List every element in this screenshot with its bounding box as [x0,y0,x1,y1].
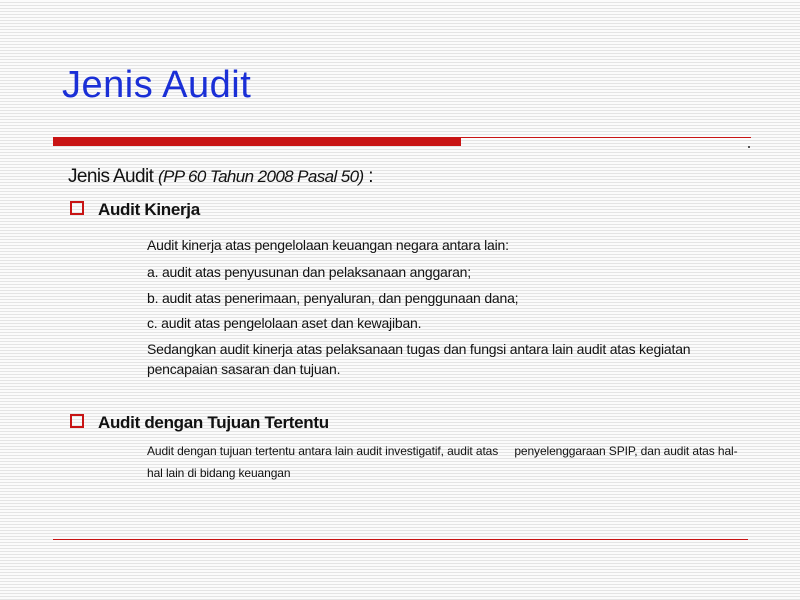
section-heading-audit-tujuan-tertentu: Audit dengan Tujuan Tertentu [98,413,329,432]
paragraph-kinerja-item-a: a. audit atas penyusunan dan pelaksanaan anggaran; [147,264,471,280]
paragraph-kinerja-item-b: b. audit atas penerimaan, penyaluran, dan penggunaan dana; [147,290,519,306]
section-heading-audit-kinerja: Audit Kinerja [98,200,200,219]
square-outline-icon [70,414,84,428]
slide-title: Jenis Audit [62,64,252,106]
paragraph-kinerja-intro: Audit kinerja atas pengelolaan keuangan negara antara lain: [147,237,509,253]
intro-text: Jenis Audit [68,166,158,187]
paragraph-tujuan-tertentu: Audit dengan tujuan tertentu antara lain audit investigatif, audit atas penyelenggaraan SPIP, dan audit atas hal-hal lain di bidang keuangan [147,444,738,480]
bullet-audit-kinerja [70,200,200,220]
square-outline-icon [70,201,84,215]
divider-end-dot [748,146,750,148]
intro-line [68,166,373,188]
footer-divider [53,539,748,540]
intro-colon: : [363,166,373,187]
title-divider-thick [53,137,461,146]
bullet-audit-tujuan-tertentu [70,413,329,433]
paragraph-kinerja-closing: Sedangkan audit kinerja atas pelaksanaan tugas dan fungsi antara lain audit atas kegiatan pencapaian sasaran dan tujuan. [147,341,691,377]
intro-reference: (PP 60 Tahun 2008 Pasal 50) [157,167,364,186]
paragraph-kinerja-item-c: c. audit atas pengelolaan aset dan kewajiban. [147,315,422,331]
